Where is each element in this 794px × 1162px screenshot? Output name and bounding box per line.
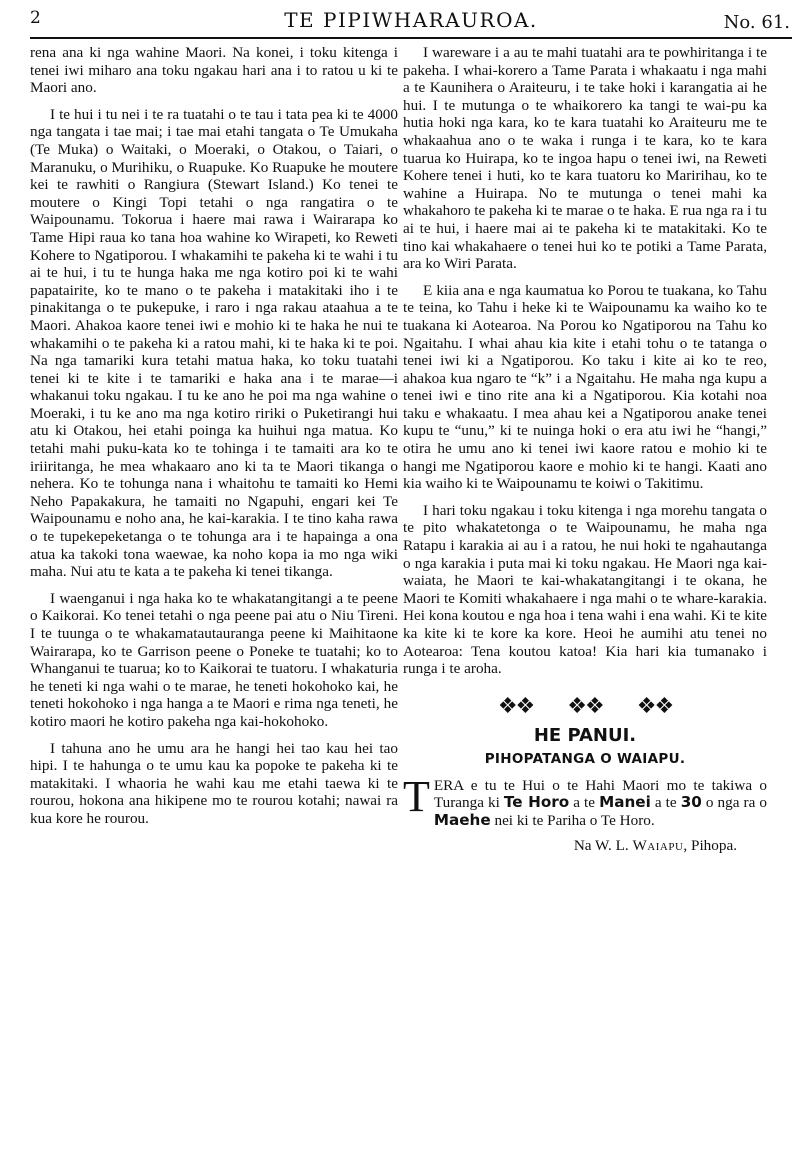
page-number: 2 xyxy=(30,8,41,28)
left-paragraph-4: I tahuna ano he umu ara he hangi hei tao kau hei tao hipi. I te hahunga o te umu kau ka popoke te pakeha ki te matakitaki. I whaoria he wahi kau me etahi taewa ki te rourou, hokona ana hikipene mo te rourou kotahi; nawai ra kua kore he rourou. xyxy=(30,739,398,827)
signature-suffix: , Pihopa. xyxy=(683,837,737,855)
page-header xyxy=(30,6,792,34)
signature-prefix: Na W. L. xyxy=(573,837,629,855)
notice-heading: HE PANUI. xyxy=(533,725,637,747)
header-rule xyxy=(30,37,792,39)
notice-day: 30 xyxy=(680,793,702,812)
left-column xyxy=(30,44,398,837)
left-paragraph-2: I te hui i tu nei i te ra tuatahi o te tau i tata pea ki te 4000 nga tangata i tae mai; i tae mai etahi tangata o Te Umukaha (Te Muka) o Waitaki, o Moeraki, o Otakou, o Taiari, o Maranuku, o Murihiku, o Ruapuke. Ko Ruapuke he moutere kei te rawhiti o Rangiura (Stewart Island.) Ko tenei te moutere o Kingi Topi tetahi o nga rangatira o te Waipounamu. Tokorua i haere mai rawa i Wairarapa ko Tame Hipi raua ko tana hoa wahine ko Wirapeti, ko Reweti Kohere to Ngatiporou. I whakamihi te pakeha ki te wahi i tu ai te hui, i tu te hunga haka me nga kotiro poi ki te wahi papatairite, ko te mano o te pakeha i matakitaki iho i te pinakitanga o te pukepuke, i raro i nga rakau ataahua a te Maori. Ahakoa kaore tenei iwi e mohio ki te haka he nui te whakamihi o te pakeha ki a ratou mahi, ki te haka ki te poi. Na nga tamariki kura tetahi matua haka, ko toku tuatahi tenei ki te kite i te tamariki e haka ana i te marae—i whakanui toku ngakau. I tu ke ano he poi ma nga wahine o Moeraki, i tu ke ano ma nga kotiro ririki o Puketirangi hui atu ki Otakou, hei etahi poinga ka huihui nga matua. Ko tetahi mahi puku-kata ko te tohinga i te tamaiti ara ko te iriiritanga, he mea whakaaro ano ki ta te Maori tikanga o nehera. Ko te tohunga nana i whaitohu te tamaiti ko Hemi Neho Papakakura, he tamaiti no Ngapuhi, engari kei Te Waipounamu e noho ana, he kai-karakia. I te tino kaha rawa o te tupekepeketanga o te tohunga ara i te hapainga a ona atua ka takoki tona waewae, ka noho kopa ia mo nga wiki maha. Nui atu te kata a te pakeha ki tenei tikanga. xyxy=(30,105,398,581)
ornament-icon: ❖❖ xyxy=(636,693,673,719)
ornament-icon: ❖❖ xyxy=(497,693,534,719)
ornament-row xyxy=(403,693,767,719)
notice-text: ERA e tu te Hui o te Hahi Maori mo te takiwa o Turanga ki xyxy=(433,776,767,812)
notice-signature xyxy=(403,837,767,855)
left-paragraph-3: I waenganui i nga haka ko te whakatangitangi a te peene o Kaikorai. Ko tenei tetahi o nga peene pai atu o Niu Tireni. I te tuunga o te whakamatautauranga peene ki Maihitaone Wairarapa, ko te Garrison peene o Poneke te tuatahi; ko to Whanganui te tuarua; ko to Kaikorai te tuatoru. I whakaturia he teneti ki nga wahi o te marae, he teneti hokohoko kai, he teneti hokohoko i nga hanga a te Maori e rima nga teneti, he kotiro maori he kotiro pakeha nga kai-hokohoko. xyxy=(30,589,398,730)
ornament-icon: ❖❖ xyxy=(567,693,603,719)
right-paragraph-1: I wareware i a au te mahi tuatahi ara te powhiritanga i te pakeha. I whai-korero a Tame Parata i whakaatu i nga mahi a te Kaunihera o Araiteuru, i te take hoki i karangatia ai he hui. I te mutunga o te whaikorero ka tangi te wai-pu ka hutia hoki nga kara, ko te kara tuatahi ko Araiteuru me te whakaahua ano o te waka i runga i te kara, ko te kara tuarua ko Huirapa, ko te ingoa hapu o tenei iwi, na Reweti Kohere tenei i huti, ko te kara tuatoru ko Maririhau, ko te wahine a Huirapa. No te mutunga o tenei mahi ka whakahoro te pakeha ki te marae o te haka. E rua nga ra i tu ai te hui, i haere mai ai te pakeha ki te matakitaki. Ko te tino kai whakahaere o tenei hui ko te potiki a Tame Parata, ara ko Wiri Parata. xyxy=(403,44,767,273)
notice-place: Te Horo xyxy=(503,793,570,812)
signature-name: Waiapu xyxy=(632,837,684,855)
issue-number: No. 61. xyxy=(723,12,790,33)
right-paragraph-2: E kiia ana e nga kaumatua ko Porou te tuakana, ko Tahu te teina, ko Tahu i heke ki te Waipounamu ka waiho ko te tuakana ki Aotearoa. Na Porou ko Ngatiporou na Tahu ko Ngaitahu. I whai ahau kia kite i etahi tohu o te tatanga o tenei iwi ki a Ngatiporou. Ko taku i kite ai ko te reo, ahakoa kua ngaro te “k” i a Ngaitahu. He maha nga kupu a tenei iwi e tino rite ana ki a Ngatiporou. Kia kotahi noa taku e whakaatu. I mea ahau kei a Ngatiporou anake tenei kupu te “unu,” ki te nuinga hoki o era atu iwi he “hangi,” otira he umu ano ki tenei iwi kaore ratou e mohio ki te hangi me Ngatiporou kaore e mohio ki te hangi. Kaati ano kia waiho ki te Waipounamu te koiwi o Takitimu. xyxy=(403,281,767,493)
right-paragraph-3: I hari toku ngakau i toku kitenga i nga morehu tangata o te pito whakatetonga o te Waipounamu, he maha nga Ratapu i karakia ai au i a ratou, he nui hoki te ngahautanga o nga karakia i puta mai ki toku ngakau. He Maori nga kai-waiata, he Maori te kai-whakatangitangi i te okana, he Maori te Komiti whakahaere i nga mahi o te whare-karakia. Hei kona koutou e nga hoa i tena wahi i ena wahi. Ki te kite ka kite ki te kore ka kore. Heoi he aumihi atu tenei no Aotearoa: Tena koutou katoa! Kia hari kia tumanako i runga i te aroha. xyxy=(403,501,767,678)
notice-weekday: Manei xyxy=(599,793,651,812)
notice-text: o nga ra o xyxy=(701,794,768,812)
newspaper-title: TE PIPIWHARAUROA. xyxy=(284,8,538,32)
notice-text: a te xyxy=(569,794,600,812)
notice-text: nei ki te Pariha o Te Horo. xyxy=(490,811,655,829)
right-column xyxy=(403,44,767,855)
notice-dropcap: T xyxy=(403,771,430,821)
notice-text: a te xyxy=(650,794,681,812)
left-paragraph-1: rena ana ki nga wahine Maori. Na konei, i toku kitenga i tenei iwi miharo ana toku ngakau hari ana i to ratou u ki te Maori ano. xyxy=(30,44,398,97)
notice-body xyxy=(403,771,768,830)
notice-subheading: PIHOPATANGA O WAIAPU. xyxy=(484,750,686,767)
notice-month: Maehe xyxy=(433,810,491,829)
